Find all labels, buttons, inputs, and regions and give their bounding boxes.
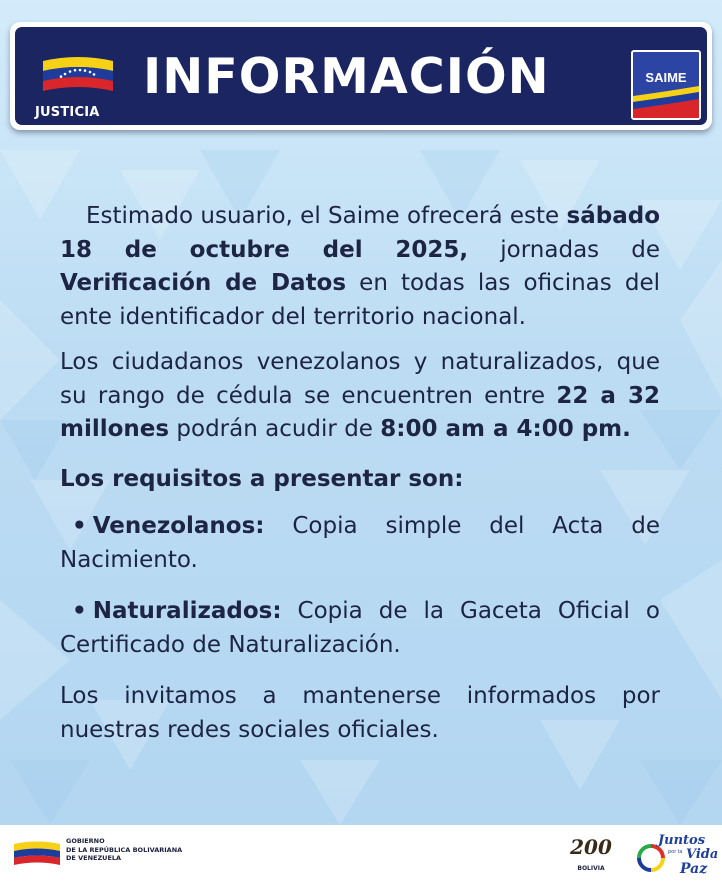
juntos-paz: Paz (680, 861, 708, 877)
justicia-label: JUSTICIA (35, 105, 100, 120)
event-date: sábado 18 de octubre del 2025, (60, 203, 660, 263)
venezuela-flag-icon (43, 55, 113, 95)
intro-paragraph (60, 200, 660, 334)
saime-flag-stripes-icon (633, 52, 699, 118)
government-line: DE LA REPÚBLICA BOLIVARIANA (66, 845, 183, 854)
requirement-text: Copia de la Gaceta Oficial o Certificado de Naturalización. (60, 598, 660, 658)
bullet-icon: • (72, 513, 87, 539)
requirements-heading: Los requisitos a presentar son: (60, 465, 464, 492)
juntos-small: por la (668, 849, 683, 855)
government-line: DE VENEZUELA (66, 854, 122, 862)
event-name: Verificación de Datos (60, 270, 347, 296)
eligibility-text: podrán acudir de (169, 416, 381, 442)
saime-logo-label: SAIME (645, 70, 687, 85)
header-banner (10, 22, 712, 130)
juntos-word: Juntos (658, 833, 706, 848)
government-line: GOBIERNO (66, 837, 105, 845)
closing-paragraph: Los invitamos a mantenerse informados por nuestras redes sociales oficiales. (60, 683, 660, 743)
bicentennial-number: 200 (570, 835, 612, 859)
page-title: INFORMACIÓN (143, 48, 550, 105)
requirement-label: Naturalizados: (92, 598, 282, 624)
government-flag-icon (14, 839, 60, 867)
intro-text: en todas las oficinas del ente identificador del territorio nacional. (60, 270, 660, 330)
id-range: 22 a 32 millones (60, 382, 660, 442)
saime-logo (631, 50, 701, 120)
intro-text: Estimado usuario, el Saime ofrecerá este (86, 203, 567, 229)
announcement-body (60, 200, 660, 747)
bicentennial-label: BOLIVIA (577, 865, 605, 872)
requirement-item (60, 510, 660, 577)
bullet-icon: • (72, 598, 87, 624)
juntos-vida: Vida (686, 847, 719, 862)
bicentennial-logo (566, 833, 616, 877)
eligibility-paragraph (60, 346, 660, 447)
juntos-por-la-vida-logo (636, 831, 719, 877)
eligibility-text: Los ciudadanos venezolanos y naturalizados, que su rango de cédula se encuentren entre (60, 349, 660, 409)
footer (0, 825, 722, 881)
header-banner-inner (15, 27, 707, 125)
requirement-label: Venezolanos: (92, 513, 265, 539)
government-label (66, 837, 246, 863)
requirement-item (60, 595, 660, 662)
schedule-hours: 8:00 am a 4:00 pm. (380, 416, 631, 442)
requirement-text: Copia simple del Acta de Nacimiento. (60, 513, 660, 573)
intro-text: jornadas de (468, 236, 661, 263)
